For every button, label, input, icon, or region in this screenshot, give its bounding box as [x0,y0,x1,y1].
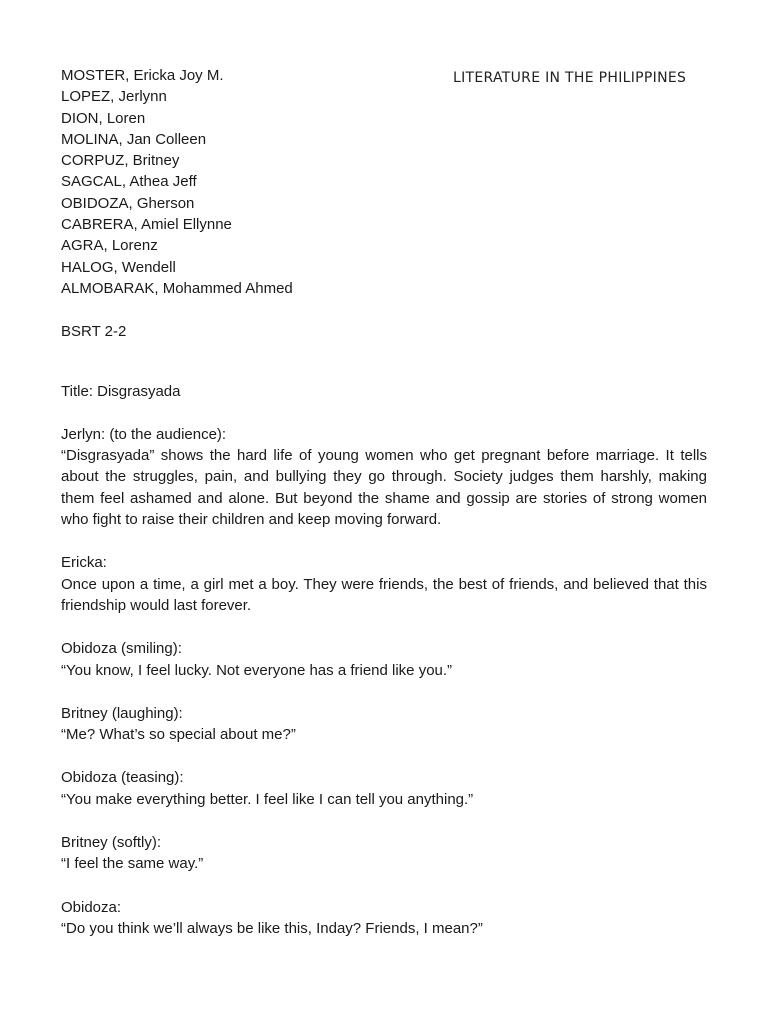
speaker-label: Obidoza (teasing): [61,769,184,787]
document-body [61,65,707,939]
dialogue-text: “Do you think we’ll always be like this, Inday? Friends, I mean?” [61,919,483,937]
member-name: DION, Loren [61,109,146,127]
script-block [61,703,707,746]
speaker-label: Britney (laughing): [61,704,183,722]
speaker-label: Jerlyn: (to the audience): [61,425,227,443]
play-title: Title: Disgrasyada [61,382,181,400]
member-name: ALMOBARAK, Mohammed Ahmed [61,279,293,297]
member-name: LOPEZ, Jerlynn [61,88,167,106]
member-name: SAGCAL, Athea Jeff [61,173,197,191]
speaker-label: Obidoza: [61,898,122,916]
member-name: HALOG, Wendell [61,258,176,276]
course-title: LITERATURE IN THE PHILIPPINES [453,70,687,86]
script-block [61,638,707,681]
member-name: AGRA, Lorenz [61,237,158,255]
speaker-label: Ericka: [61,554,107,572]
member-name: CABRERA, Amiel Ellynne [61,216,232,234]
script-block [61,552,707,616]
script-block [61,832,707,875]
speaker-label: Obidoza (smiling): [61,640,182,658]
script-block [61,897,707,940]
group-members-list [61,65,707,299]
dialogue-text: “I feel the same way.” [61,855,204,873]
dialogue-text: “You make everything better. I feel like I can tell you anything.” [61,790,474,808]
script-block [61,767,707,810]
dialogue-text: Once upon a time, a girl met a boy. They were friends, the best of friends, and believed that this friendship would last forever. [61,575,707,614]
dialogue-text: “Me? What’s so special about me?” [61,726,296,744]
section-label: BSRT 2-2 [61,323,127,341]
speaker-label: Britney (softly): [61,834,162,852]
member-name: CORPUZ, Britney [61,152,180,170]
member-name: MOSTER, Ericka Joy M. [61,67,224,84]
member-name: MOLINA, Jan Colleen [61,130,207,148]
dialogue-text: “Disgrasyada” shows the hard life of young women who get pregnant before marriage. It tells about the struggles, pain, and bullying they go through. Society judges them harshly, making them feel ashamed and alone. But beyond the shame and gossip are stories of strong women who fight to raise their children and keep moving forward. [61,447,707,529]
member-name: OBIDOZA, Gherson [61,194,195,212]
script-block [61,424,707,530]
dialogue-text: “You know, I feel lucky. Not everyone has a friend like you.” [61,661,453,679]
